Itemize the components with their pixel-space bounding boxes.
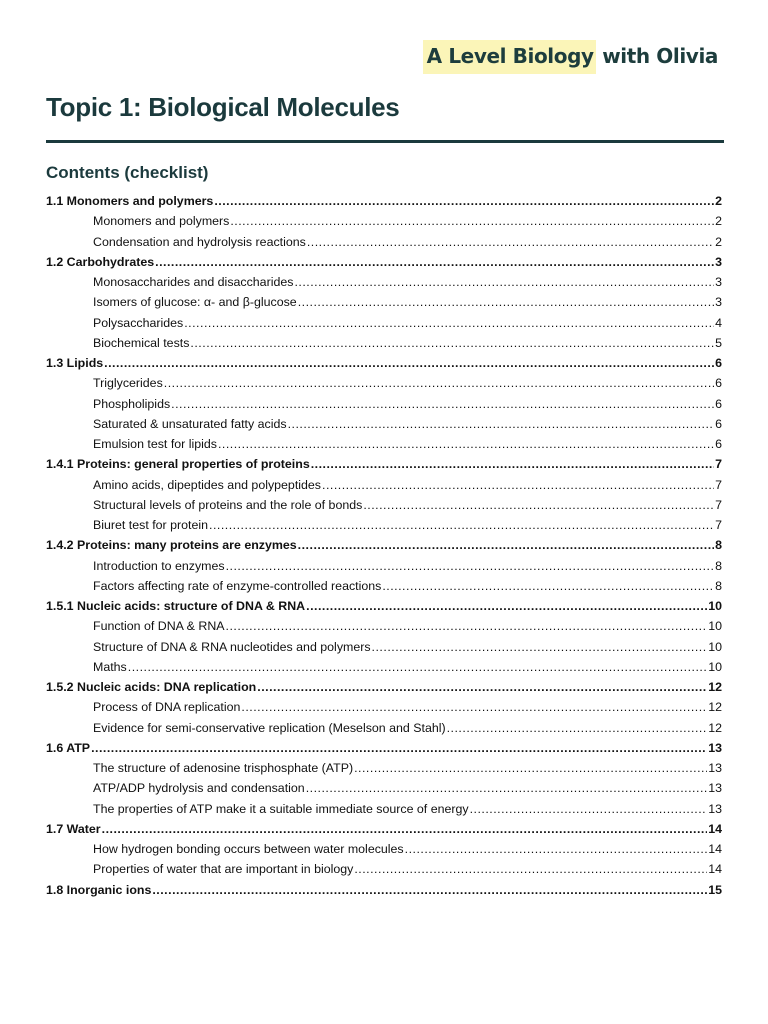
toc-subsection-link[interactable] bbox=[46, 799, 722, 819]
toc-entry-label: Monosaccharides and disaccharides bbox=[93, 275, 294, 289]
brand-rest: with Olivia bbox=[595, 44, 718, 68]
toc-page-number: 12 bbox=[708, 700, 722, 715]
toc-section-link[interactable] bbox=[46, 738, 722, 758]
toc-page-number: 8 bbox=[715, 538, 722, 553]
toc-entry-label: Function of DNA & RNA bbox=[93, 619, 225, 634]
title-divider bbox=[46, 140, 724, 143]
toc-dot-leader bbox=[288, 414, 715, 434]
toc-dot-leader bbox=[128, 657, 707, 677]
toc-page-number: 10 bbox=[708, 619, 722, 634]
toc-entry-label: Saturated & unsaturated fatty acids bbox=[93, 416, 287, 431]
toc-section-link[interactable] bbox=[46, 191, 722, 211]
toc-entry-label: Amino acids, dipeptides and polypeptides bbox=[93, 477, 321, 492]
toc-entry-label: 1.5.1 Nucleic acids: structure of DNA & RNA bbox=[46, 599, 306, 613]
toc-dot-leader bbox=[226, 616, 708, 636]
toc-section-link[interactable] bbox=[46, 677, 722, 697]
toc-dot-leader bbox=[226, 556, 715, 576]
toc-section-link[interactable] bbox=[46, 596, 722, 616]
toc-dot-leader bbox=[214, 191, 714, 211]
toc-section-link[interactable] bbox=[46, 535, 722, 555]
toc-entry-label: Maths bbox=[93, 659, 127, 674]
toc-subsection-link[interactable] bbox=[46, 556, 722, 576]
toc-page-number: 7 bbox=[715, 497, 722, 512]
toc-page-number: 7 bbox=[715, 477, 722, 492]
toc-dot-leader bbox=[306, 778, 708, 798]
toc-entry-label: Phospholipids bbox=[93, 396, 171, 411]
toc-subsection-link[interactable] bbox=[46, 475, 722, 495]
toc-entry-label: 1.4.1 Proteins: general properties of proteins bbox=[46, 457, 310, 472]
toc-entry-label: The properties of ATP make it a suitable immediate source of energy bbox=[93, 801, 469, 816]
toc-entry-label: Polysaccharides bbox=[93, 315, 184, 330]
toc-section-link[interactable] bbox=[46, 819, 722, 839]
toc-entry-label: Factors affecting rate of enzyme-controlled reactions bbox=[93, 578, 382, 593]
toc-page-number: 10 bbox=[708, 659, 722, 674]
toc-page-number: 3 bbox=[715, 275, 722, 289]
toc-entry-label: Structure of DNA & RNA nucleotides and polymers bbox=[93, 639, 371, 654]
toc-entry-label: Monomers and polymers bbox=[93, 214, 230, 229]
toc-dot-leader bbox=[298, 535, 714, 555]
toc-entry-label: The structure of adenosine trisphosphate (ATP) bbox=[93, 761, 354, 775]
toc-dot-leader bbox=[190, 333, 714, 353]
toc-dot-leader bbox=[405, 839, 708, 859]
toc-subsection-link[interactable] bbox=[46, 515, 722, 535]
toc-entry-label: 1.1 Monomers and polymers bbox=[46, 194, 214, 208]
toc-page-number: 4 bbox=[715, 315, 722, 330]
toc-page-number: 14 bbox=[708, 862, 722, 877]
toc-page-number: 14 bbox=[708, 842, 722, 856]
toc-page-number: 6 bbox=[715, 356, 722, 370]
toc-entry-label: Biochemical tests bbox=[93, 335, 190, 350]
toc-dot-leader bbox=[307, 232, 714, 252]
toc-page-number: 5 bbox=[715, 335, 722, 350]
toc-subsection-link[interactable] bbox=[46, 697, 722, 717]
toc-page-number: 6 bbox=[715, 396, 722, 411]
toc-subsection-link[interactable] bbox=[46, 373, 722, 393]
toc-page-number: 6 bbox=[715, 416, 722, 431]
toc-subsection-link[interactable] bbox=[46, 637, 722, 657]
toc-subsection-link[interactable] bbox=[46, 495, 722, 515]
toc-dot-leader bbox=[372, 637, 708, 657]
toc-subsection-link[interactable] bbox=[46, 657, 722, 677]
toc-subsection-link[interactable] bbox=[46, 272, 722, 292]
toc-subsection-link[interactable] bbox=[46, 434, 722, 454]
toc-page-number: 2 bbox=[715, 214, 722, 229]
toc-section-link[interactable] bbox=[46, 252, 722, 272]
toc-dot-leader bbox=[470, 799, 708, 819]
toc-entry-label: 1.8 Inorganic ions bbox=[46, 882, 152, 897]
toc-page-number: 14 bbox=[708, 821, 722, 836]
toc-dot-leader bbox=[164, 373, 714, 393]
toc-dot-leader bbox=[230, 211, 714, 231]
toc-entry-label: 1.6 ATP bbox=[46, 740, 91, 755]
toc-entry-label: Condensation and hydrolysis reactions bbox=[93, 234, 306, 249]
toc-dot-leader bbox=[298, 292, 714, 312]
toc-subsection-link[interactable] bbox=[46, 859, 722, 879]
toc-dot-leader bbox=[152, 880, 707, 900]
toc-subsection-link[interactable] bbox=[46, 616, 722, 636]
toc-entry-label: Evidence for semi-conservative replication (Meselson and Stahl) bbox=[93, 720, 446, 735]
toc-dot-leader bbox=[102, 819, 708, 839]
toc-page-number: 2 bbox=[715, 234, 722, 249]
toc-subsection-link[interactable] bbox=[46, 394, 722, 414]
toc-dot-leader bbox=[257, 677, 707, 697]
toc-entry-label: 1.4.2 Proteins: many proteins are enzymes bbox=[46, 538, 297, 553]
toc-entry-label: Emulsion test for lipids bbox=[93, 437, 217, 451]
toc-page-number: 10 bbox=[708, 599, 722, 613]
toc-subsection-link[interactable] bbox=[46, 292, 722, 312]
toc-dot-leader bbox=[104, 353, 714, 373]
toc-dot-leader bbox=[294, 272, 714, 292]
toc-subsection-link[interactable] bbox=[46, 758, 722, 778]
toc-dot-leader bbox=[155, 252, 714, 272]
toc-page-number: 13 bbox=[708, 740, 722, 755]
toc-dot-leader bbox=[209, 515, 714, 535]
contents-heading: Contents (checklist) bbox=[46, 163, 209, 182]
toc-dot-leader bbox=[354, 758, 707, 778]
toc-page-number: 13 bbox=[708, 801, 722, 816]
toc-dot-leader bbox=[363, 495, 714, 515]
toc-page-number: 7 bbox=[715, 457, 722, 472]
toc-section-link[interactable] bbox=[46, 454, 722, 474]
toc-page-number: 15 bbox=[708, 882, 722, 897]
toc-entry-label: 1.7 Water bbox=[46, 821, 101, 836]
toc-dot-leader bbox=[322, 475, 714, 495]
toc-dot-leader bbox=[382, 576, 714, 596]
toc-page-number: 12 bbox=[708, 720, 722, 735]
toc-entry-label: ATP/ADP hydrolysis and condensation bbox=[93, 781, 305, 796]
toc-entry-label: Biuret test for protein bbox=[93, 518, 209, 532]
toc-dot-leader bbox=[171, 394, 714, 414]
toc-page-number: 12 bbox=[708, 680, 722, 694]
toc-entry-label: Introduction to enzymes bbox=[93, 558, 225, 573]
toc-page-number: 8 bbox=[715, 558, 722, 573]
toc-page-number: 10 bbox=[708, 639, 722, 654]
toc-page-number: 3 bbox=[715, 295, 722, 310]
toc-entry-label: Process of DNA replication bbox=[93, 700, 241, 715]
toc-entry-label: 1.2 Carbohydrates bbox=[46, 254, 155, 269]
toc-dot-leader bbox=[306, 596, 707, 616]
table-of-contents bbox=[46, 191, 722, 900]
brand-logo bbox=[423, 44, 718, 68]
page-title: Topic 1: Biological Molecules bbox=[46, 92, 400, 122]
toc-dot-leader bbox=[354, 859, 707, 879]
toc-page-number: 13 bbox=[708, 781, 722, 796]
toc-subsection-link[interactable] bbox=[46, 414, 722, 434]
toc-section-link[interactable] bbox=[46, 880, 722, 900]
toc-page-number: 13 bbox=[708, 761, 722, 775]
toc-dot-leader bbox=[447, 718, 708, 738]
toc-section-link[interactable] bbox=[46, 353, 722, 373]
toc-subsection-link[interactable] bbox=[46, 718, 722, 738]
brand-highlight: A Level Biology bbox=[423, 40, 596, 74]
toc-page-number: 6 bbox=[715, 437, 722, 451]
toc-subsection-link[interactable] bbox=[46, 211, 722, 231]
toc-dot-leader bbox=[218, 434, 714, 454]
toc-subsection-link[interactable] bbox=[46, 778, 722, 798]
toc-subsection-link[interactable] bbox=[46, 839, 722, 859]
toc-page-number: 7 bbox=[715, 518, 722, 532]
toc-subsection-link[interactable] bbox=[46, 333, 722, 353]
toc-entry-label: Structural levels of proteins and the role of bonds bbox=[93, 497, 363, 512]
toc-subsection-link[interactable] bbox=[46, 232, 722, 252]
toc-subsection-link[interactable] bbox=[46, 576, 722, 596]
toc-page-number: 8 bbox=[715, 578, 722, 593]
toc-dot-leader bbox=[184, 313, 714, 333]
toc-dot-leader bbox=[91, 738, 707, 758]
toc-entry-label: 1.5.2 Nucleic acids: DNA replication bbox=[46, 680, 257, 694]
toc-page-number: 2 bbox=[715, 194, 722, 208]
toc-page-number: 6 bbox=[715, 376, 722, 391]
toc-dot-leader bbox=[311, 454, 714, 474]
toc-entry-label: Properties of water that are important in biology bbox=[93, 862, 354, 877]
toc-dot-leader bbox=[241, 697, 707, 717]
toc-entry-label: 1.3 Lipids bbox=[46, 356, 104, 370]
toc-entry-label: Triglycerides bbox=[93, 376, 163, 391]
toc-entry-label: Isomers of glucose: α- and β-glucose bbox=[93, 295, 297, 310]
toc-page-number: 3 bbox=[715, 254, 722, 269]
toc-entry-label: How hydrogen bonding occurs between water molecules bbox=[93, 842, 404, 856]
toc-subsection-link[interactable] bbox=[46, 313, 722, 333]
